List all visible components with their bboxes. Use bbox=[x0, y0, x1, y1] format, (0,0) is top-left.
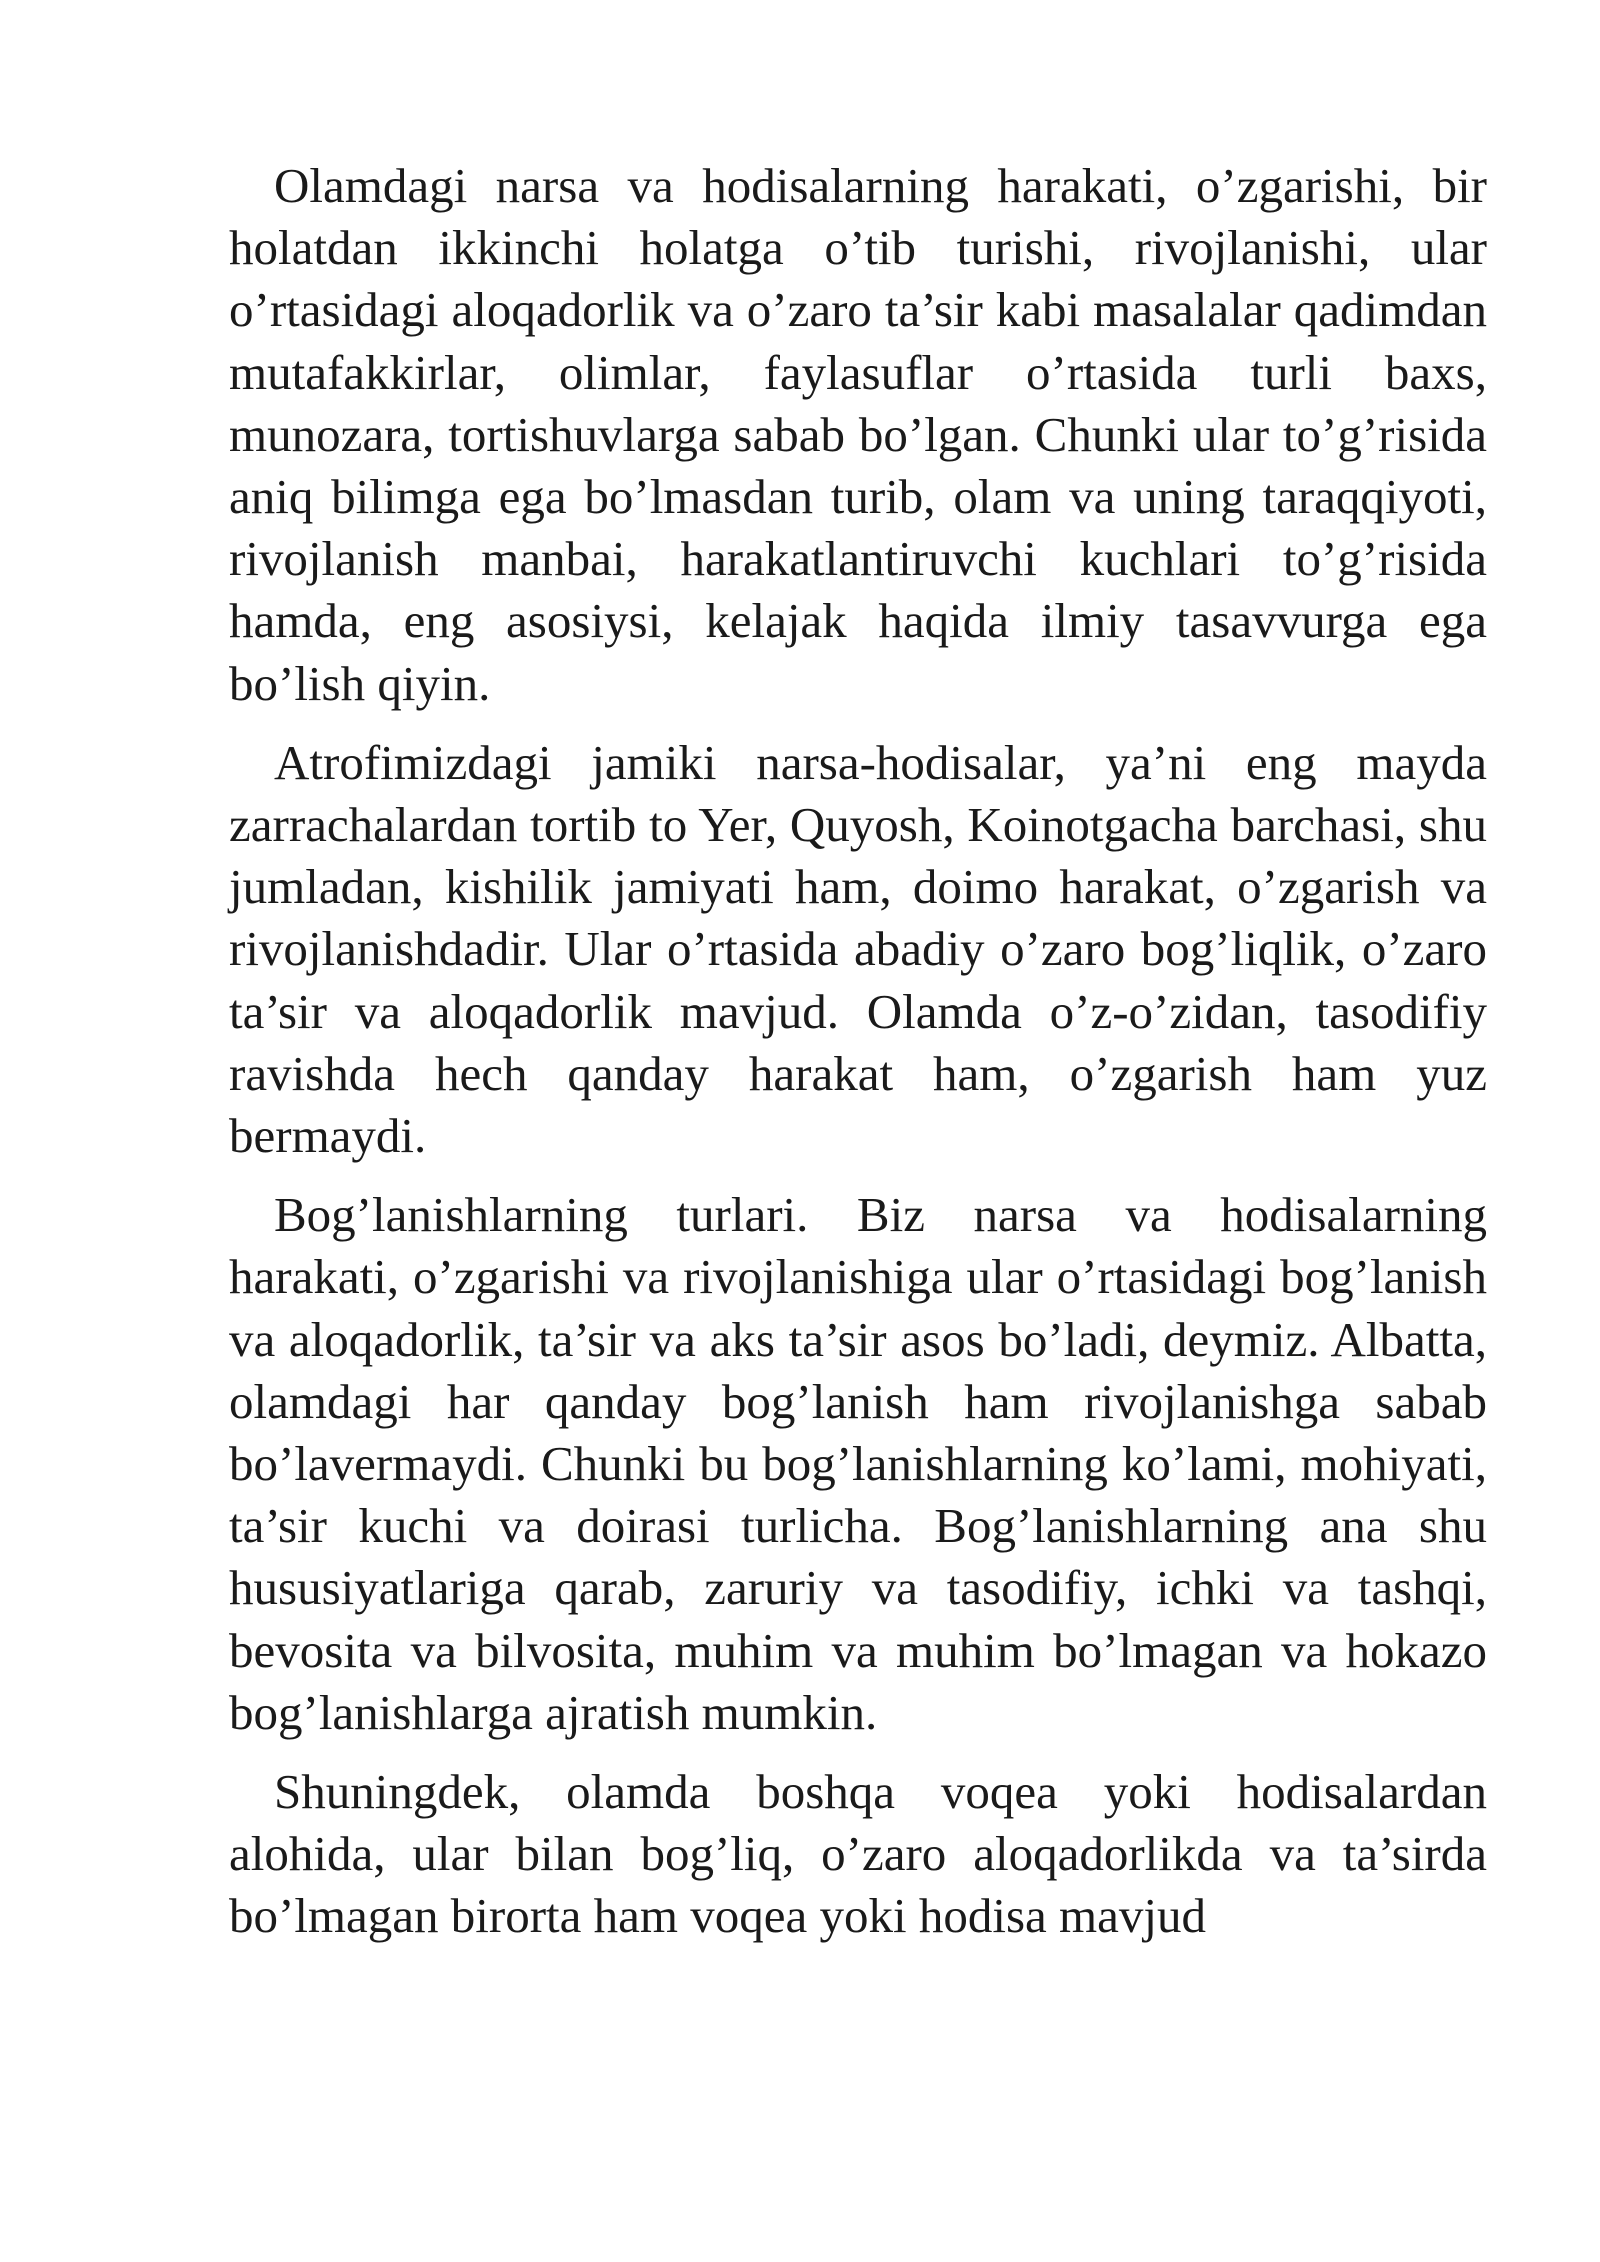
paragraph-3: Bog’lanishlarning turlari. Biz narsa va hodisalarning harakati, o’zgarishi va rivojlanishiga ular o’rtasidagi bog’lanish va aloqadorlik, ta’sir va aks ta’sir asos bo’ladi, deymiz. Albatta, olamdagi har qanday bog’lanish ham rivojlanishga sabab bo’lavermaydi. Chunki bu bog’lanishlarning ko’lami, mohiyati, ta’sir kuchi va doirasi turlicha. Bog’lanishlarning ana shu hususiyatlariga qarab, zaruriy va tasodifiy, ichki va tashqi, bevosita va bilvosita, muhim va muhim bo’lmagan va hokazo bog’lanishlarga ajratish mumkin. bbox=[229, 1187, 1487, 1740]
document-page bbox=[229, 155, 1487, 1965]
paragraph-4: Shuningdek, olamda boshqa voqea yoki hodisalardan alohida, ular bilan bog’liq, o’zaro aloqadorlikda va ta’sirda bo’lmagan birorta ham voqea yoki hodisa mavjud bbox=[229, 1764, 1487, 1944]
paragraph-2: Atrofimizdagi jamiki narsa-hodisalar, ya’ni eng mayda zarrachalardan tortib to Yer, Quyosh, Koinotgacha barchasi, shu jumladan, kishilik jamiyati ham, doimo harakat, o’zgarish va rivojlanishdadir. Ular o’rtasida abadiy o’zaro bog’liqlik, o’zaro ta’sir va aloqadorlik mavjud. Olamda o’z-o’zidan, tasodifiy ravishda hech qanday harakat ham, o’zgarish ham yuz bermaydi. bbox=[229, 734, 1487, 1164]
paragraph-1: Olamdagi narsa va hodisalarning harakati, o’zgarishi, bir holatdan ikkinchi holatga o’tib turishi, rivojlanishi, ular o’rtasidagi aloqadorlik va o’zaro ta’sir kabi masalalar qadimdan mutafakkirlar, olimlar, faylasuflar o’rtasida turli baxs, munozara, tortishuvlarga sabab bo’lgan. Chunki ular to’g’risida aniq bilimga ega bo’lmasdan turib, olam va uning taraqqiyoti, rivojlanish manbai, harakatlantiruvchi kuchlari to’g’risida hamda, eng asosiysi, kelajak haqida ilmiy tasavvurga ega bo’lish qiyin. bbox=[229, 158, 1487, 711]
